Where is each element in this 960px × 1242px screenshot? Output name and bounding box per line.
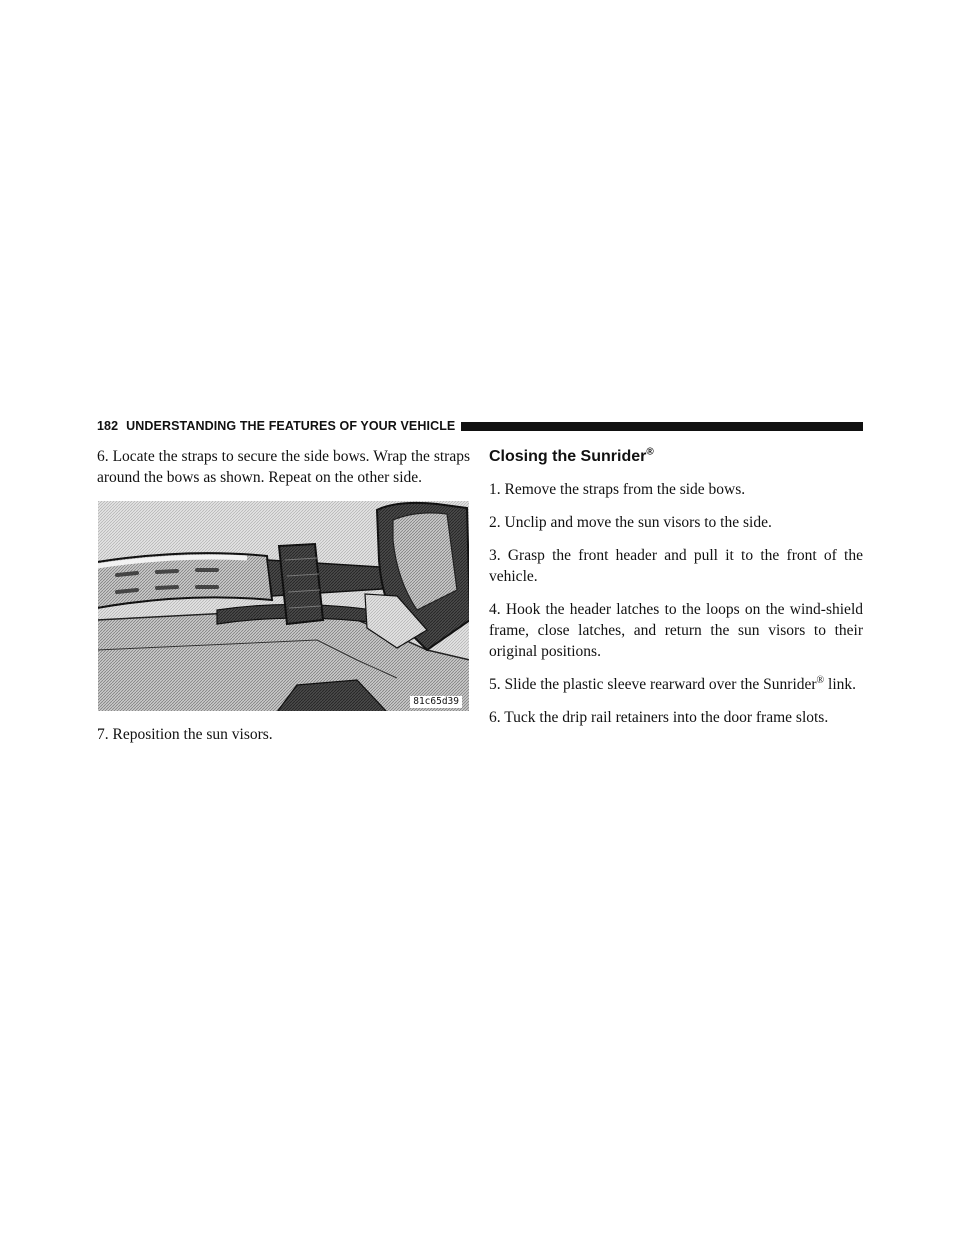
section-heading-text: Closing the Sunrider	[489, 448, 647, 465]
closing-step-5	[489, 674, 863, 695]
closing-step-3: 3. Grasp the front header and pull it to the front of the vehicle.	[489, 547, 863, 585]
registered-mark: ®	[646, 446, 654, 458]
registered-mark: ®	[816, 674, 825, 686]
closing-step-1: 1. Remove the straps from the side bows.	[489, 481, 746, 498]
step-6-text: 6. Locate the straps to secure the side bows. Wrap the straps around the bows as shown. Repeat on the other side.	[97, 448, 470, 486]
step-7-text: 7. Reposition the sun visors.	[97, 726, 273, 743]
side-bow-strap-illustration	[97, 500, 470, 712]
page-number: 182	[97, 419, 119, 433]
closing-step-5-tail: link.	[828, 676, 857, 693]
page-header	[97, 418, 863, 434]
section-title: UNDERSTANDING THE FEATURES OF YOUR VEHICLE	[126, 419, 456, 433]
closing-step-5-text: 5. Slide the plastic sleeve rearward over the Sunrider	[489, 676, 817, 693]
closing-step-4: 4. Hook the header latches to the loops on the wind-shield frame, close latches, and return the sun visors to their original positions.	[489, 601, 863, 660]
figure-code: 81c65d39	[410, 696, 462, 708]
right-column	[489, 446, 863, 740]
left-column	[97, 446, 470, 757]
section-heading	[489, 447, 863, 467]
closing-step-6: 6. Tuck the drip rail retainers into the door frame slots.	[489, 709, 829, 726]
closing-step-2: 2. Unclip and move the sun visors to the side.	[489, 514, 772, 531]
header-rule	[461, 422, 863, 431]
strap-illustration-graphic	[97, 500, 470, 712]
